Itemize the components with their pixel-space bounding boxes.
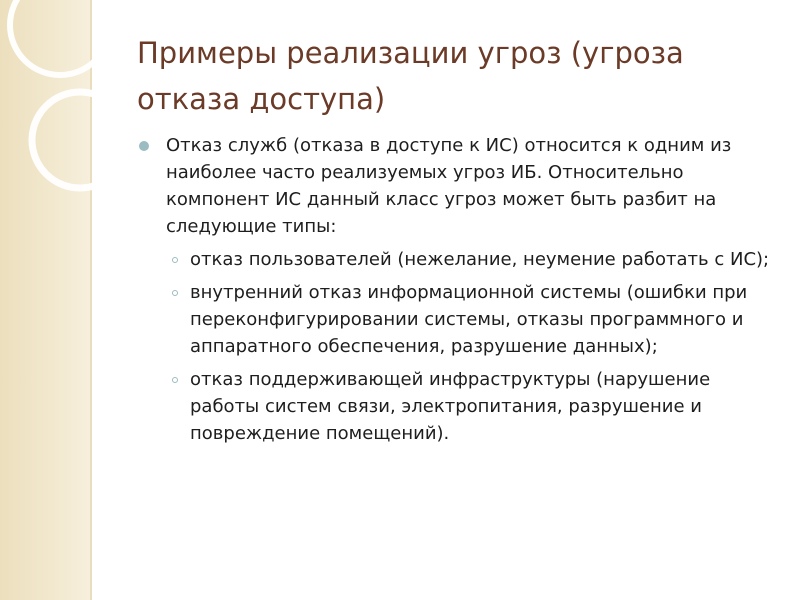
bullet-ring-icon <box>172 377 178 383</box>
decorative-ring-upper <box>10 0 110 75</box>
bullet-dot-icon <box>139 141 149 151</box>
sub-bullet-text: отказ пользователей (нежелание, неумение работать с ИС); <box>190 249 770 270</box>
sub-bullet-text: отказ поддерживающей инфраструктуры (нарушение работы систем связи, электропитания, разрушение и повреждение помещений). <box>190 369 711 444</box>
decorative-ring-lower <box>32 92 120 188</box>
main-bullet-text: Отказ служб (отказа в доступе к ИС) относится к одним из наиболее часто реализуемых угроз ИБ. Относительно компонент ИС данный класс угроз может быть разбит на следующие типы: <box>166 135 732 237</box>
decorative-rings <box>0 0 120 240</box>
slide-content <box>166 132 776 453</box>
main-bullet <box>166 132 776 240</box>
bullet-ring-icon <box>172 290 178 296</box>
bullet-ring-icon <box>172 257 178 263</box>
sub-bullet-item <box>190 246 776 273</box>
sub-bullet-item <box>190 279 776 360</box>
slide-title: Примеры реализации угроз (угроза отказа доступа) <box>137 36 684 116</box>
sub-bullet-text: внутренний отказ информационной системы (ошибки при переконфигурировании системы, отказы программного и аппаратного обеспечения, разрушение данных); <box>190 282 748 357</box>
sub-bullet-item <box>190 366 776 447</box>
sub-bullet-list <box>166 246 776 447</box>
